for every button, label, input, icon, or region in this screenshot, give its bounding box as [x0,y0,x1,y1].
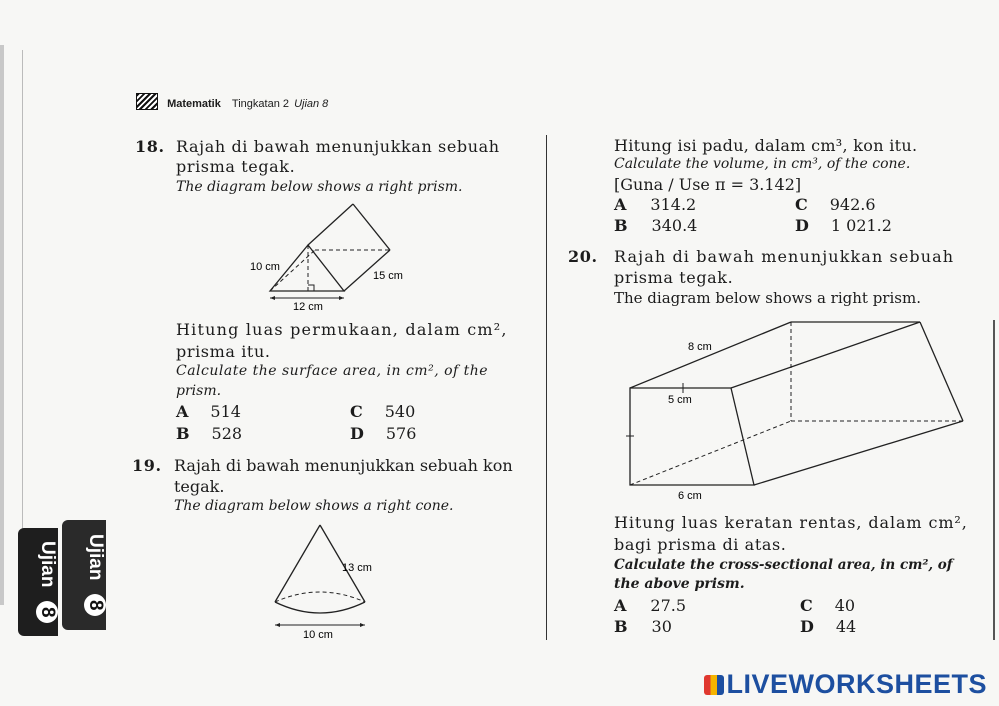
q18-ms-line1: Rajah di bawah menunjukkan sebuah [176,137,500,156]
q20-en: The diagram below shows a right prism. [614,289,921,307]
q18-label-a: 10 cm [250,261,280,273]
q19-ms-line1: Rajah di bawah menunjukkan sebuah kon [174,456,513,475]
liveworksheets-icon [704,675,724,695]
header-icon [136,93,158,110]
q19-option-a-value: 314.2 [650,195,697,214]
q18-option-d-key: D [350,424,364,443]
q20-option-a-key: A [614,596,627,615]
liveworksheets-logo [704,669,987,700]
q19-cone-figure [265,522,395,642]
q20-option-d[interactable] [800,617,856,636]
q20-prism-figure [618,318,993,508]
q18-option-a-value: 514 [210,402,241,421]
q19-option-a-key: A [614,195,627,214]
q18-ask-ms-line2: prisma itu. [176,342,271,361]
q19-option-d[interactable] [795,216,892,235]
q19-ask-en: Calculate the volume, in cm³, of the cone. [614,156,911,172]
q18-option-c-key: C [350,402,363,421]
watermark-text: LIVEWORKSHEETS [726,669,987,699]
q20-ms-line2: prisma tegak. [614,268,734,287]
q19-option-c-key: C [795,195,808,214]
q18-ask-en-line1: Calculate the surface area, in cm², of the [176,363,489,379]
q20-option-a[interactable] [614,596,686,615]
q19-option-c-value: 942.6 [829,195,876,214]
q18-option-d[interactable] [350,424,416,443]
q19-label-diameter: 10 cm [303,629,333,641]
side-tab-front-text: Ujian [37,541,58,588]
q18-en: The diagram below shows a right prism. [176,179,463,195]
q20-ask-ms-line1: Hitung luas keratan rentas, dalam cm², [614,513,968,532]
right-edge-line [993,320,995,640]
q19-option-b[interactable] [614,216,697,235]
q18-ask-en-line2: prism. [176,383,222,399]
q20-ms-line1: Rajah di bawah menunjukkan sebuah [614,247,955,266]
q18-option-c[interactable] [350,402,415,421]
q20-option-b-key: B [614,617,628,636]
q18-option-a-key: A [176,402,189,421]
q18-option-d-value: 576 [385,424,417,443]
q19-option-d-value: 1 021.2 [830,216,892,235]
side-tab-front [18,528,58,636]
q18-front-triangle [270,245,344,291]
q19-option-b-key: B [614,216,628,235]
q20-option-c[interactable] [800,596,855,615]
header-subject: Matematik [167,98,221,110]
q19-pi: [Guna / Use π = 3.142] [614,175,802,194]
q19-option-d-key: D [795,216,809,235]
q20-front-face [630,388,754,485]
q20-option-b[interactable] [614,617,672,636]
q20-option-a-value: 27.5 [650,596,687,615]
page-header [136,93,328,110]
q19-number: 19. [132,456,162,475]
q20-option-c-key: C [800,596,813,615]
q18-label-b: 15 cm [373,270,403,282]
q18-option-b-key: B [176,424,190,443]
q18-option-a[interactable] [176,402,241,421]
q20-option-d-value: 44 [835,617,857,636]
q18-ms-line2: prisma tegak. [176,157,296,176]
left-binding-shadow [0,45,4,605]
q18-option-b-value: 528 [211,424,243,443]
header-test: Ujian 8 [294,98,329,110]
q20-number: 20. [568,247,598,266]
q18-label-c: 12 cm [293,301,323,313]
q18-option-c-value: 540 [384,402,416,421]
side-tab-front-number: 8 [36,601,58,623]
side-tab-back-number: 8 [84,594,106,616]
q20-label-side: 5 cm [668,394,692,406]
side-tab-back [62,520,106,630]
q19-ask-ms: Hitung isi padu, dalam cm³, kon itu. [614,136,918,155]
q19-option-c[interactable] [795,195,876,214]
q19-en: The diagram below shows a right cone. [174,498,454,514]
q19-option-a[interactable] [614,195,696,214]
q18-number: 18. [135,137,165,156]
q20-ask-ms-line2: bagi prisma di atas. [614,535,787,554]
q20-ask-en-line1: Calculate the cross-sectional area, in cm², of [614,557,953,573]
q18-option-b[interactable] [176,424,242,443]
q20-label-top: 8 cm [688,341,712,353]
q18-prism-figure [245,200,425,315]
q20-option-b-value: 30 [651,617,672,636]
q20-option-c-value: 40 [834,596,856,615]
q19-label-slant: 13 cm [342,562,372,574]
side-tab-back-text: Ujian [85,534,106,581]
column-divider [546,135,547,640]
q18-ask-ms-line1: Hitung luas permukaan, dalam cm², [176,320,508,339]
q20-ask-en-line2: the above prism. [614,576,745,592]
q19-option-b-value: 340.4 [651,216,698,235]
q20-option-d-key: D [800,617,814,636]
q20-label-bottom: 6 cm [678,490,702,502]
header-level: Tingkatan 2 [231,98,289,110]
q19-ms-line2: tegak. [174,477,225,496]
